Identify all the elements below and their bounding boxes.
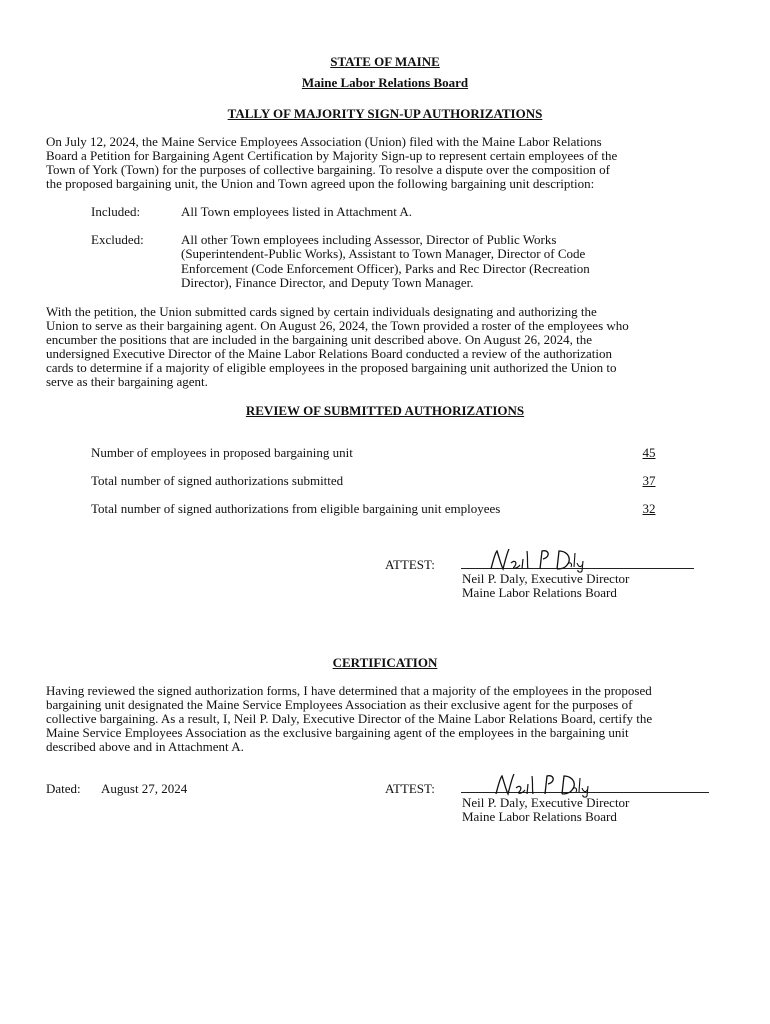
document-title: TALLY OF MAJORITY SIGN-UP AUTHORIZATIONS (227, 106, 543, 121)
excluded-line: (Superintendent-Public Works), Assistant to Town Manager, Director of Code (181, 246, 586, 262)
petition-line: serve as their bargaining agent. (46, 374, 208, 389)
petition-line: undersigned Executive Director of the Maine Labor Relations Board conducted a review of the authorization (46, 346, 613, 361)
petition-line: With the petition, the Union submitted cards signed by certain individuals designating and authorizing the (46, 304, 597, 319)
certification-paragraph (46, 684, 762, 754)
review-row-label: Total number of signed authorizations submitted (91, 473, 344, 488)
review-row-label: Total number of signed authorizations from eligible bargaining unit employees (91, 501, 501, 516)
attest-org: Maine Labor Relations Board (462, 809, 617, 824)
excluded-label: Excluded: (91, 232, 144, 247)
petition-line: Union to serve as their bargaining agent. On August 26, 2024, the Town provided a roster of the employees who (46, 318, 629, 333)
excluded-line: All other Town employees including Assessor, Director of Public Works (181, 232, 557, 247)
intro-line: Town of York (Town) for the purposes of collective bargaining. To resolve a dispute over the composition of (46, 162, 610, 177)
review-row-label: Number of employees in proposed bargaining unit (91, 445, 353, 460)
excluded-text (181, 233, 590, 290)
attest-name-title: Neil P. Daly, Executive Director (462, 795, 630, 810)
intro-line: Board a Petition for Bargaining Agent Certification by Majority Sign-up to represent certain employees of the (46, 148, 618, 163)
certification-line: collective bargaining. As a result, I, Neil P. Daly, Executive Director of the Maine Labor Relations Board, certify the (46, 711, 653, 726)
attest-org: Maine Labor Relations Board (462, 585, 617, 600)
intro-paragraph (46, 135, 762, 191)
review-heading: REVIEW OF SUBMITTED AUTHORIZATIONS (245, 403, 525, 418)
review-row-value: 37 (642, 473, 656, 488)
excluded-line: Director), Finance Director, and Deputy Town Manager. (181, 274, 474, 290)
review-row-value: 45 (642, 445, 656, 460)
attest-label: ATTEST: (385, 781, 435, 796)
included-text: All Town employees listed in Attachment A. (181, 204, 413, 219)
intro-line: the proposed bargaining unit, the Union and Town agreed upon the following bargaining unit description: (46, 176, 595, 191)
document-state-heading: STATE OF MAINE (330, 54, 440, 69)
attest-name-title: Neil P. Daly, Executive Director (462, 571, 630, 586)
excluded-line: Enforcement (Code Enforcement Officer), Parks and Rec Director (Recreation (181, 260, 590, 276)
certification-line: Maine Service Employees Association as the exclusive bargaining agent of the employees in the bargaining unit (46, 725, 629, 740)
included-label: Included: (91, 204, 141, 219)
certification-line: bargaining unit designated the Maine Service Employees Association as their exclusive agent for the purposes of (46, 697, 633, 712)
certification-line: described above and in Attachment A. (46, 739, 244, 754)
review-row-value: 32 (642, 501, 656, 516)
petition-paragraph (46, 305, 762, 389)
document-board-heading: Maine Labor Relations Board (301, 75, 469, 90)
petition-line: cards to determine if a majority of eligible employees in the proposed bargaining unit authorized the Union to (46, 360, 617, 375)
certification-line: Having reviewed the signed authorization forms, I have determined that a majority of the employees in the proposed (46, 683, 652, 698)
intro-line: On July 12, 2024, the Maine Service Employees Association (Union) filed with the Maine Labor Relations (46, 134, 602, 149)
attest-label: ATTEST: (385, 557, 435, 572)
dated-label: Dated: (46, 781, 81, 796)
signature-image (487, 547, 587, 573)
dated-value: August 27, 2024 (101, 781, 188, 796)
petition-line: encumber the positions that are included in the bargaining unit described above. On August 26, 2024, the (46, 332, 592, 347)
certification-heading: CERTIFICATION (332, 655, 438, 670)
